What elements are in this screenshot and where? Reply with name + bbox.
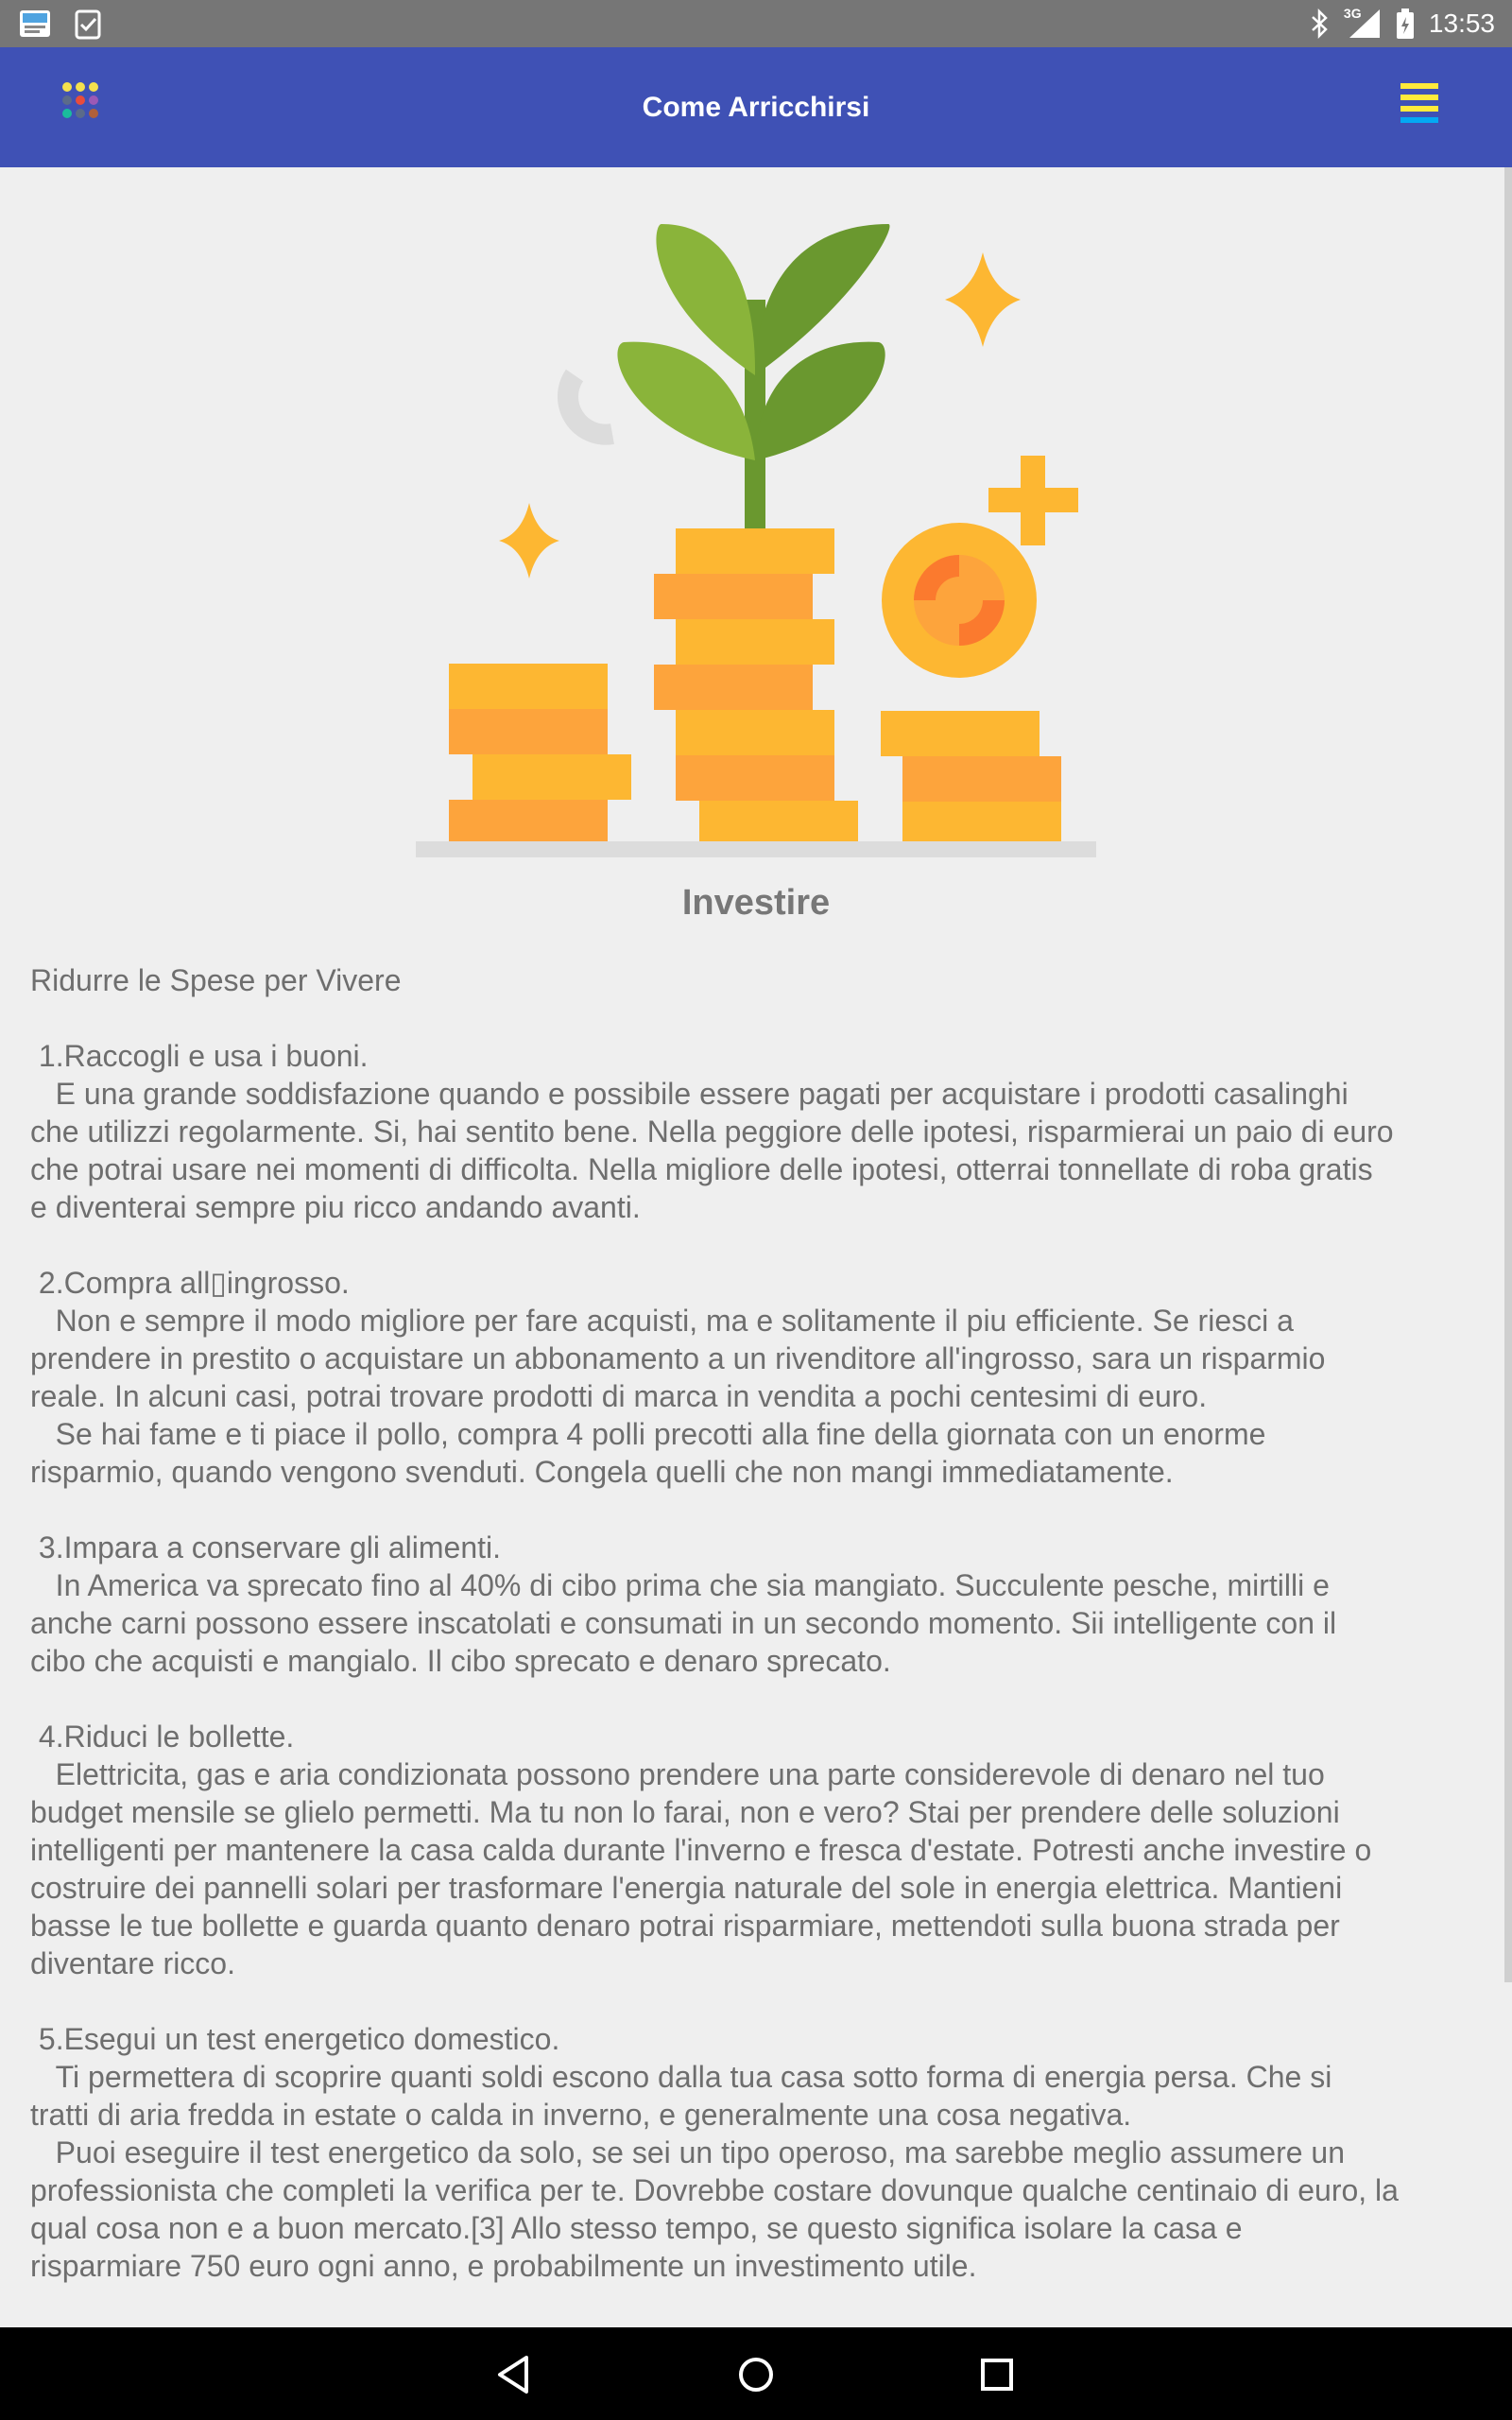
article-text: Ridurre le Spese per Vivere 1.Raccogli e usa i buoni. E una grande soddisfazione quando e possibile essere pagati per acquistare i prodotti casalinghi che utilizzi regolarmente. Si, hai sentito bene. Nella peggiore delle ipotesi, risparmierai un paio di euro che potrai usare nei momenti di difficolta. Nella migliore delle ipotesi, otterrai tonnellate di roba gratis e diventerai sempre piu ricco andando avanti. 2.Compra all▯ingrosso. Non e sempre il modo migliore per fare acquisti, ma e solitamente il piu efficiente. Se riesci a prendere in prestito o acquistare un abbonamento a un rivenditore all'ingrosso, sara un risparmio reale. In alcuni casi, potrai trovare prodotti di marca in vendita a pochi centesimi di euro. Se hai fame e ti piace il pollo, compra 4 polli precotti alla fine della giornata con un enorme risparmio, quando vengono svenduti. Congela quelli che non mangi immediatamente. 3.Impara a conservare gli alimenti. In America va sprecato fino al 40% di cibo prima che sia mangiato. Succulente pesche, mirtilli e anche carni possono essere inscatolati e consumati in un secondo momento. Sii intelligente con il cibo che acquisti e mangialo. Il cibo sprecato e denaro sprecato. 4.Riduci le bollette. Elettricita, gas e aria condizionata possono prendere una parte considerevole di denaro nel tuo budget mensile se glielo permetti. Ma tu non lo farai, non e vero? Stai per prendere delle soluzioni intelligenti per mantenere la casa calda durante l'inverno e fresca d'estate. Potresti anche investire o costruire dei pannelli solari per trasformare l'energia naturale del sole in energia elettrica. Mantieni basse le tue bollette e guarda quanto denaro potrai risparmiare, mettendoti sulla buona strada per diventare ricco. 5.Esegui un test energetico domestico. Ti permettera di scoprire quanti soldi escono dalla tua casa sotto forma di energia persa. Che si tratti di aria fredda in estate o calda in inverno, e generalmente una cosa negativa. Puoi eseguire il test energetico da solo, se sei un tipo operoso, ma sarebbe meglio assumere un professionista che completi la verifica per te. Dovrebbe costare dovunque qualche centinaio di euro, la qual cosa non e a buon mercato.[3] Allo stesso tempo, se questo significa isolare la casa e risparmiare 750 euro ogni anno, e probabilmente un investimento utile. bbox=[30, 963, 1399, 2283]
signal-icon bbox=[1344, 8, 1382, 40]
weather-app-icon bbox=[19, 8, 51, 40]
clipboard-check-icon bbox=[72, 8, 104, 40]
network-type: 3G bbox=[1343, 6, 1362, 21]
menu-icon[interactable] bbox=[1395, 78, 1455, 138]
scrollbar[interactable] bbox=[1504, 167, 1512, 1982]
section-title: Investire bbox=[681, 883, 831, 923]
recents-icon[interactable] bbox=[969, 2346, 1025, 2403]
money-growth-illustration bbox=[406, 196, 1106, 857]
app-bar bbox=[0, 47, 1512, 167]
app-title: Come Arricchirsi bbox=[642, 92, 870, 123]
content-scroll-area[interactable] bbox=[0, 167, 1512, 2327]
status-time: 13:53 bbox=[1428, 9, 1495, 38]
navigation-bar bbox=[0, 2327, 1512, 2420]
status-bar bbox=[0, 0, 1512, 47]
home-icon[interactable] bbox=[728, 2346, 784, 2403]
battery-icon bbox=[1395, 8, 1416, 40]
back-icon[interactable] bbox=[487, 2346, 543, 2403]
bluetooth-icon bbox=[1310, 9, 1331, 39]
